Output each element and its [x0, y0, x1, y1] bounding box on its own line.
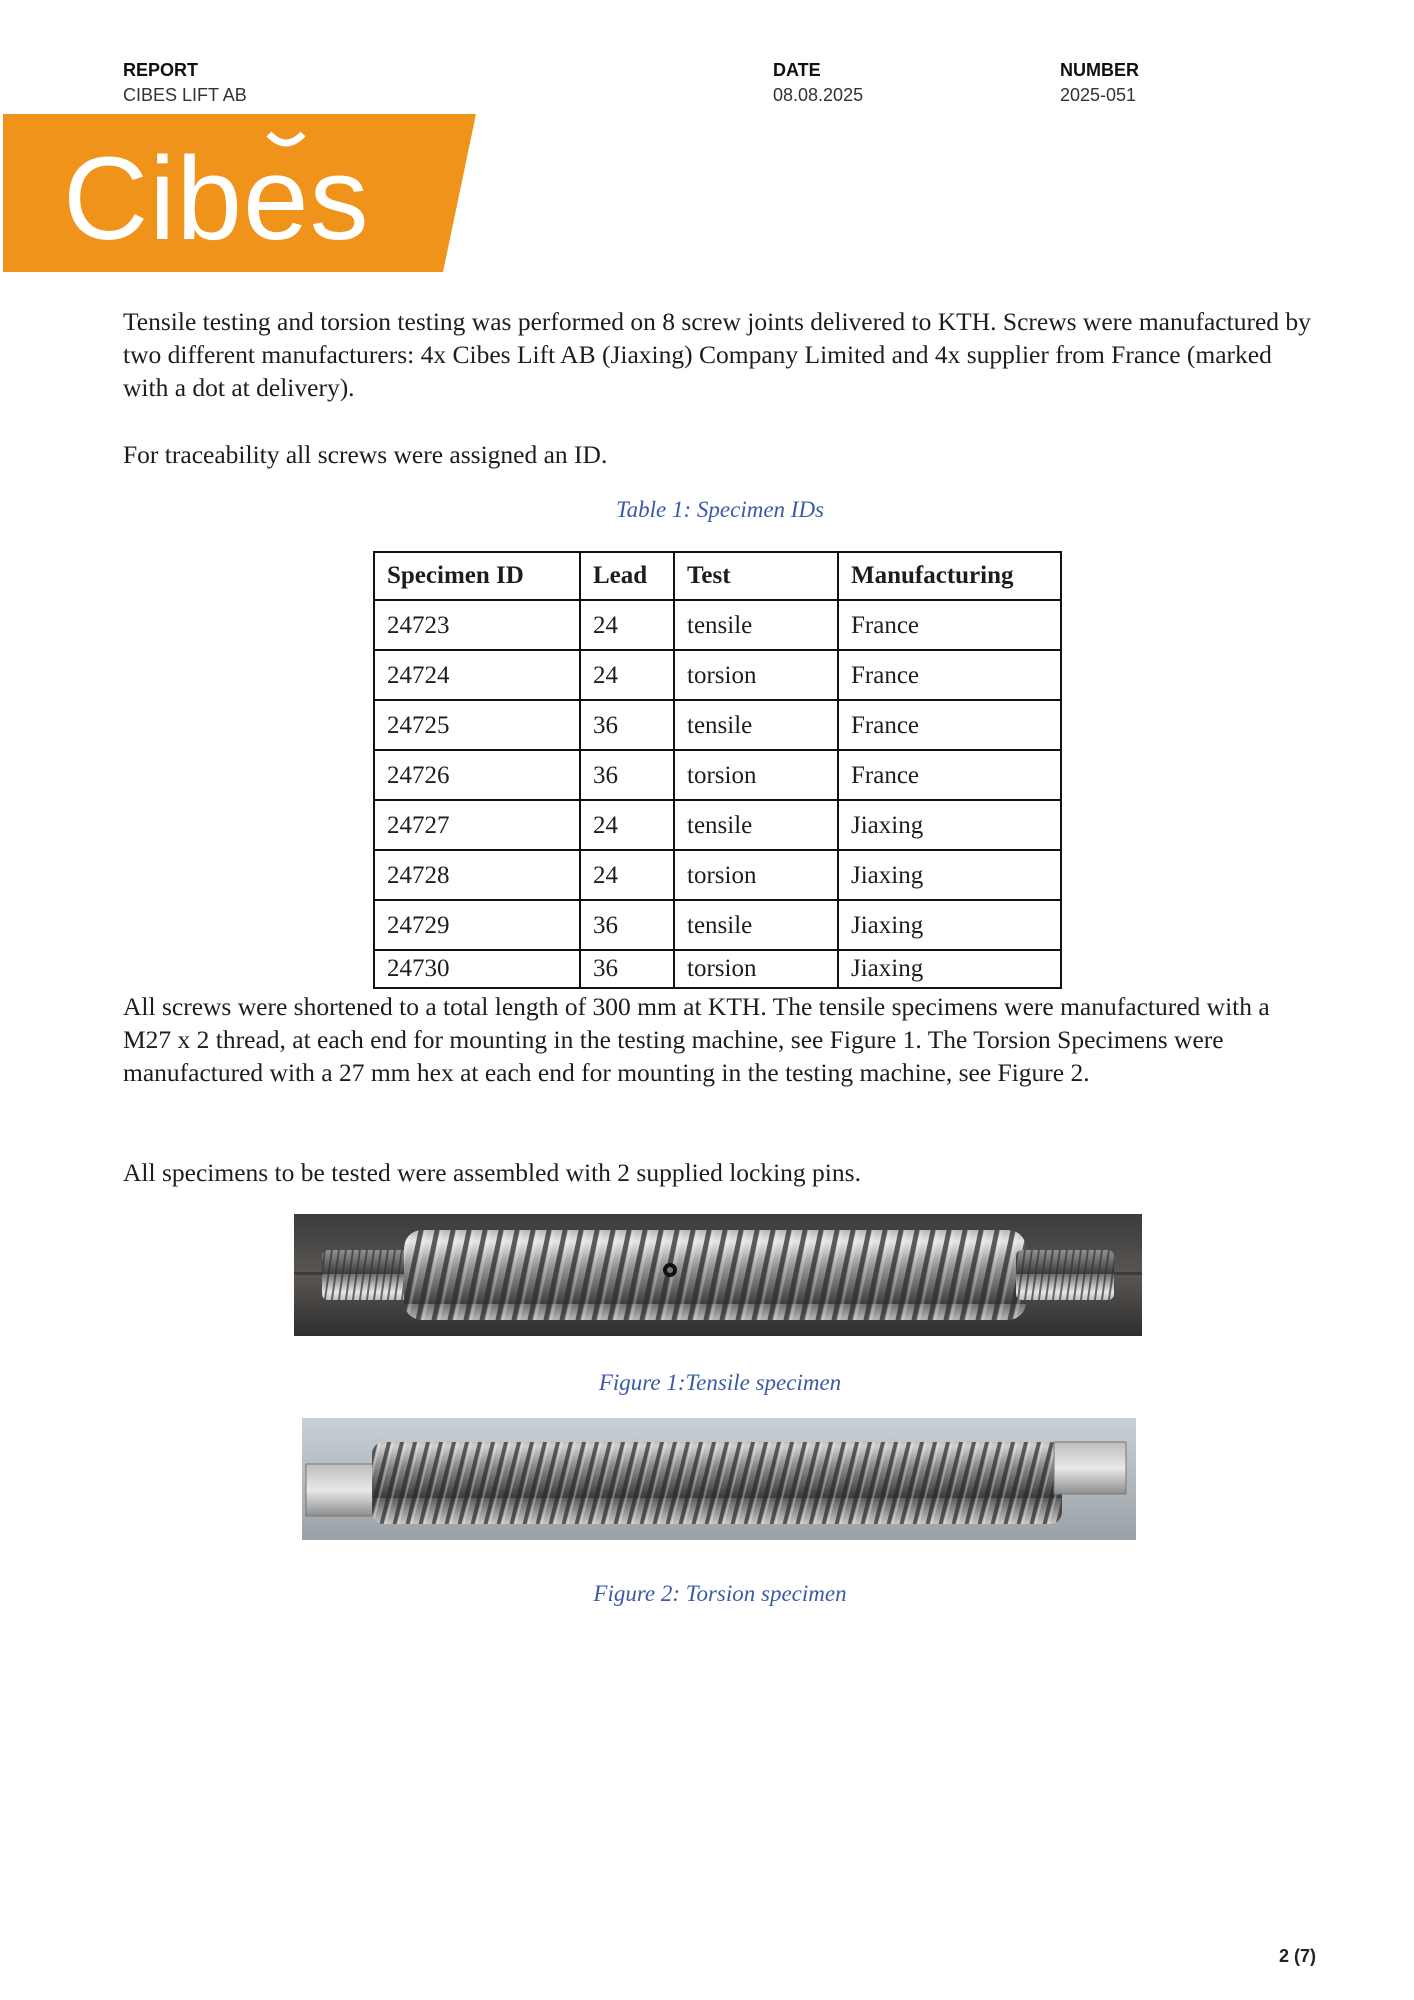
table-row: [374, 650, 1061, 700]
table-cell: 24: [580, 800, 674, 850]
table-cell: torsion: [674, 650, 838, 700]
column-header: Lead: [580, 552, 674, 600]
table-cell: 24725: [374, 700, 580, 750]
table-cell: 24724: [374, 650, 580, 700]
table-caption: Table 1: Specimen IDs: [615, 497, 825, 522]
column-header: Test: [674, 552, 838, 600]
table-cell: 24729: [374, 900, 580, 950]
date-label: DATE: [773, 60, 821, 80]
table-cell: 36: [580, 700, 674, 750]
traceability-paragraph: For traceability all screws were assigned an ID.: [123, 440, 608, 469]
table-cell: 24: [580, 600, 674, 650]
svg-text:Cibes: Cibes: [63, 133, 370, 265]
table-cell: 24726: [374, 750, 580, 800]
report-value: CIBES LIFT AB: [123, 85, 247, 105]
figure-1-caption: Figure 1:Tensile specimen: [598, 1370, 842, 1395]
number-label: NUMBER: [1060, 60, 1139, 80]
table-cell: torsion: [674, 950, 838, 988]
table-row: [374, 600, 1061, 650]
table-cell: tensile: [674, 600, 838, 650]
specimen-table: [373, 551, 1062, 989]
report-label: REPORT: [123, 60, 199, 80]
table-cell: Jiaxing: [838, 850, 1061, 900]
number-value: 2025-051: [1060, 85, 1137, 105]
table-cell: Jiaxing: [838, 950, 1061, 988]
table-cell: torsion: [674, 750, 838, 800]
company-logo: [3, 114, 476, 272]
table-row: [374, 750, 1061, 800]
date-value: 08.08.2025: [773, 85, 864, 105]
shortening-paragraph: All screws were shortened to a total length of 300 mm at KTH. The tensile specimens were manufactured with a M27 x 2 thread, at each end for mounting in the testing machine, see Figure 1. The Torsion Specimens were manufactured with a 27 mm hex at each end for mounting in the testing machine, see Figure 2.: [123, 992, 1270, 1087]
table-cell: France: [838, 750, 1061, 800]
table-row: [374, 950, 1061, 988]
tensile-specimen-photo: [294, 1214, 1142, 1336]
intro-paragraph: Tensile testing and torsion testing was performed on 8 screw joints delivered to KTH. Screws were manufactured by two different manufacturers: 4x Cibes Lift AB (Jiaxing) Company Limited and 4x supplier from France (marked with a dot at delivery).: [123, 307, 1311, 402]
assembly-paragraph: All specimens to be tested were assembled with 2 supplied locking pins.: [123, 1158, 861, 1187]
table-cell: 36: [580, 900, 674, 950]
torsion-specimen-photo: [302, 1418, 1136, 1540]
table-cell: 36: [580, 950, 674, 988]
table-cell: 24727: [374, 800, 580, 850]
table-row: [374, 700, 1061, 750]
table-cell: France: [838, 600, 1061, 650]
table-cell: Jiaxing: [838, 900, 1061, 950]
table-cell: torsion: [674, 850, 838, 900]
table-row: [374, 900, 1061, 950]
table-header-row: [374, 552, 1061, 600]
header-report: [123, 58, 247, 108]
header-date: [773, 58, 863, 108]
table-cell: 24: [580, 850, 674, 900]
table-cell: 24728: [374, 850, 580, 900]
table-cell: tensile: [674, 800, 838, 850]
table-cell: 24723: [374, 600, 580, 650]
column-header: Specimen ID: [374, 552, 580, 600]
table-row: [374, 800, 1061, 850]
page-number: 2 (7): [1278, 1946, 1316, 1966]
table-cell: tensile: [674, 900, 838, 950]
table-cell: Jiaxing: [838, 800, 1061, 850]
table-cell: 24730: [374, 950, 580, 988]
table-cell: 36: [580, 750, 674, 800]
table-row: [374, 850, 1061, 900]
figure-2-caption: Figure 2: Torsion specimen: [593, 1581, 847, 1606]
table-cell: tensile: [674, 700, 838, 750]
header-number: [1060, 58, 1139, 108]
table-cell: France: [838, 650, 1061, 700]
column-header: Manufacturing: [838, 552, 1061, 600]
table-cell: 24: [580, 650, 674, 700]
table-cell: France: [838, 700, 1061, 750]
